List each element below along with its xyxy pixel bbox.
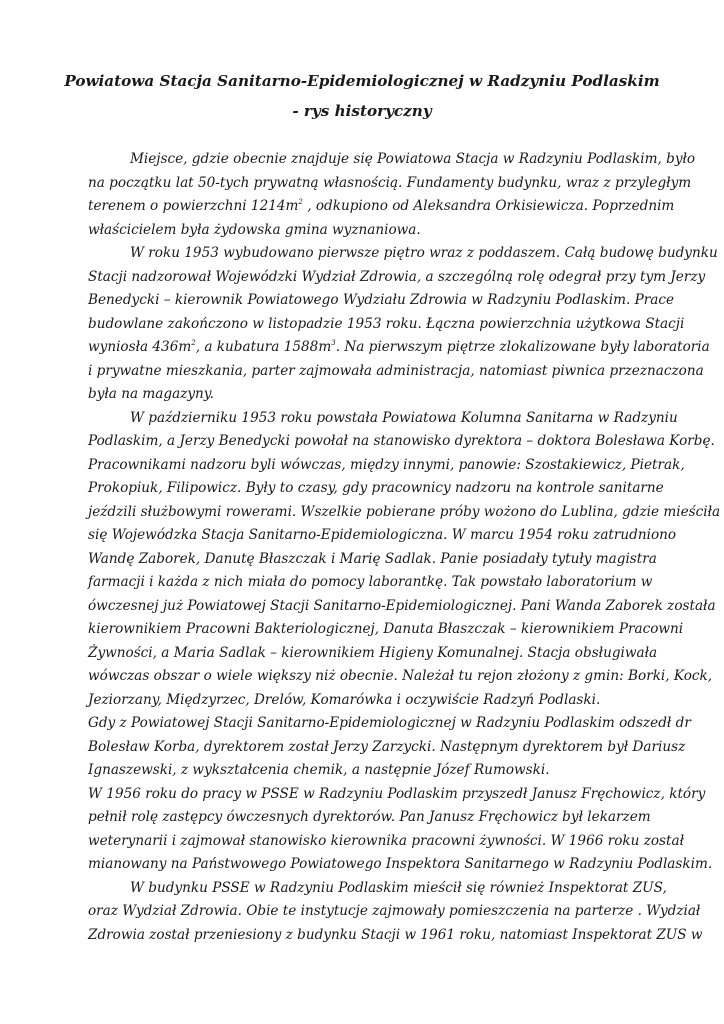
- text-segment: , a kubatura 1588m: [195, 339, 332, 355]
- text-line: mianowany na Państwowego Powiatowego Inspektora Sanitarnego w Radzyniu Podlaskim.: [88, 856, 713, 872]
- text-line: weterynarii i zajmował stanowisko kierownika pracowni żywności. W 1966 roku został: [88, 832, 684, 849]
- document-body: [88, 148, 721, 947]
- text-segment: . Na pierwszym piętrze zlokalizowane były laboratoria: [335, 339, 710, 355]
- text-line: na początku lat 50-tych prywatną własnością. Fundamenty budynku, wraz z przyległym: [88, 174, 692, 191]
- text-line: Podlaskim, a Jerzy Benedycki powołał na stanowisko dyrektora – doktora Bolesława Korbę.: [88, 433, 715, 449]
- text-line: i prywatne mieszkania, parter zajmowała administracja, natomiast piwnica przeznaczona: [88, 362, 704, 379]
- text-line: Bolesław Korba, dyrektorem został Jerzy Zarzycki. Następnym dyrektorem był Dariusz: [88, 738, 686, 755]
- text-line: budowlane zakończono w listopadzie 1953 roku. Łączna powierzchnia użytkowa Stacji: [88, 315, 685, 332]
- text-line: Jeziorzany, Międzyrzec, Drelów, Komarówka i oczywiście Radzyń Podlaski.: [88, 691, 601, 708]
- superscript: 3: [331, 339, 336, 347]
- text-line: się Wojewódzka Stacja Sanitarno-Epidemiologiczna. W marcu 1954 roku zatrudniono: [88, 527, 677, 543]
- superscript: 2: [298, 198, 303, 206]
- text-line: Wandę Zaborek, Danutę Błaszczak i Marię Sadlak. Panie posiadały tytuły magistra: [88, 550, 657, 567]
- text-line: ówczesnej już Powiatowej Stacji Sanitarno-Epidemiologicznej. Pani Wanda Zaborek została: [88, 597, 716, 614]
- text-line: Stacji nadzorował Wojewódzki Wydział Zdrowia, a szczególną rolę odegrał przy tym Jerzy: [88, 268, 706, 285]
- text-line: W 1956 roku do pracy w PSSE w Radzyniu Podlaskim przyszedł Janusz Fręchowicz, który: [88, 785, 706, 802]
- text-segment: , odkupiono od Aleksandra Orkisiewicza. Poprzednim: [302, 198, 675, 214]
- text-line: Żywności, a Maria Sadlak – kierownikiem Higieny Komunalnej. Stacja obsługiwała: [88, 644, 658, 661]
- text-line: Miejsce, gdzie obecnie znajduje się Powiatowa Stacja w Radzyniu Podlaskim, było: [130, 151, 696, 167]
- text-line: Pracownikami nadzoru byli wówczas, między innymi, panowie: Szostakiewicz, Pietrak,: [88, 456, 685, 473]
- text-line: Zdrowia został przeniesiony z budynku Stacji w 1961 roku, natomiast Inspektorat ZUS w: [88, 926, 703, 943]
- text-line: pełnił rolę zastępcy ówczesnych dyrektorów. Pan Janusz Fręchowicz był lekarzem: [88, 809, 651, 825]
- text-line: W budynku PSSE w Radzyniu Podlaskim mieścił się również Inspektorat ZUS,: [130, 879, 667, 896]
- text-line: Benedycki – kierownik Powiatowego Wydziału Zdrowia w Radzyniu Podlaskim. Prace: [88, 292, 675, 308]
- text-line: była na magazyny.: [88, 386, 214, 402]
- text-line: oraz Wydział Zdrowia. Obie te instytucje zajmowały pomieszczenia na parterze . Wydział: [88, 903, 701, 919]
- text-line: [88, 195, 675, 219]
- superscript: 2: [191, 339, 196, 347]
- text-line: właścicielem była żydowska gmina wyznaniowa.: [88, 221, 421, 238]
- text-segment: wyniosła 436m: [88, 339, 192, 355]
- text-segment: terenem o powierzchni 1214m: [88, 198, 299, 214]
- text-line: kierownikiem Pracowni Bakteriologicznej, Danuta Błaszczak – kierownikiem Pracowni: [88, 621, 684, 637]
- title-line-2: - rys historyczny: [292, 102, 432, 120]
- text-line: jeździli służbowymi rowerami. Wszelkie pobierane próby wożono do Lublina, gdzie mieściła: [88, 503, 721, 520]
- title-line-1: Powiatowa Stacja Sanitarno-Epidemiologicznej w Radzyniu Podlaskim: [64, 72, 660, 90]
- text-line: Ignaszewski, z wykształcenia chemik, a następnie Józef Rumowski.: [88, 762, 550, 778]
- text-line: Gdy z Powiatowej Stacji Sanitarno-Epidemiologicznej w Radzyniu Podlaskim odszedł dr: [88, 715, 691, 731]
- text-line: farmacji i każda z nich miała do pomocy laborantkę. Tak powstało laboratorium w: [88, 574, 653, 590]
- text-line: wówczas obszar o wiele większy niż obecnie. Należał tu rejon złożony z gmin: Borki, Kock,: [88, 668, 713, 684]
- document-title: [40, 66, 684, 126]
- text-line: W październiku 1953 roku powstała Powiatowa Kolumna Sanitarna w Radzyniu: [130, 409, 678, 426]
- text-line: W roku 1953 wybudowano pierwsze piętro wraz z poddaszem. Całą budowę budynku: [130, 245, 718, 261]
- text-line: Prokopiuk, Filipowicz. Były to czasy, gdy pracownicy nadzoru na kontrole sanitarne: [88, 480, 664, 496]
- text-line: [88, 336, 710, 360]
